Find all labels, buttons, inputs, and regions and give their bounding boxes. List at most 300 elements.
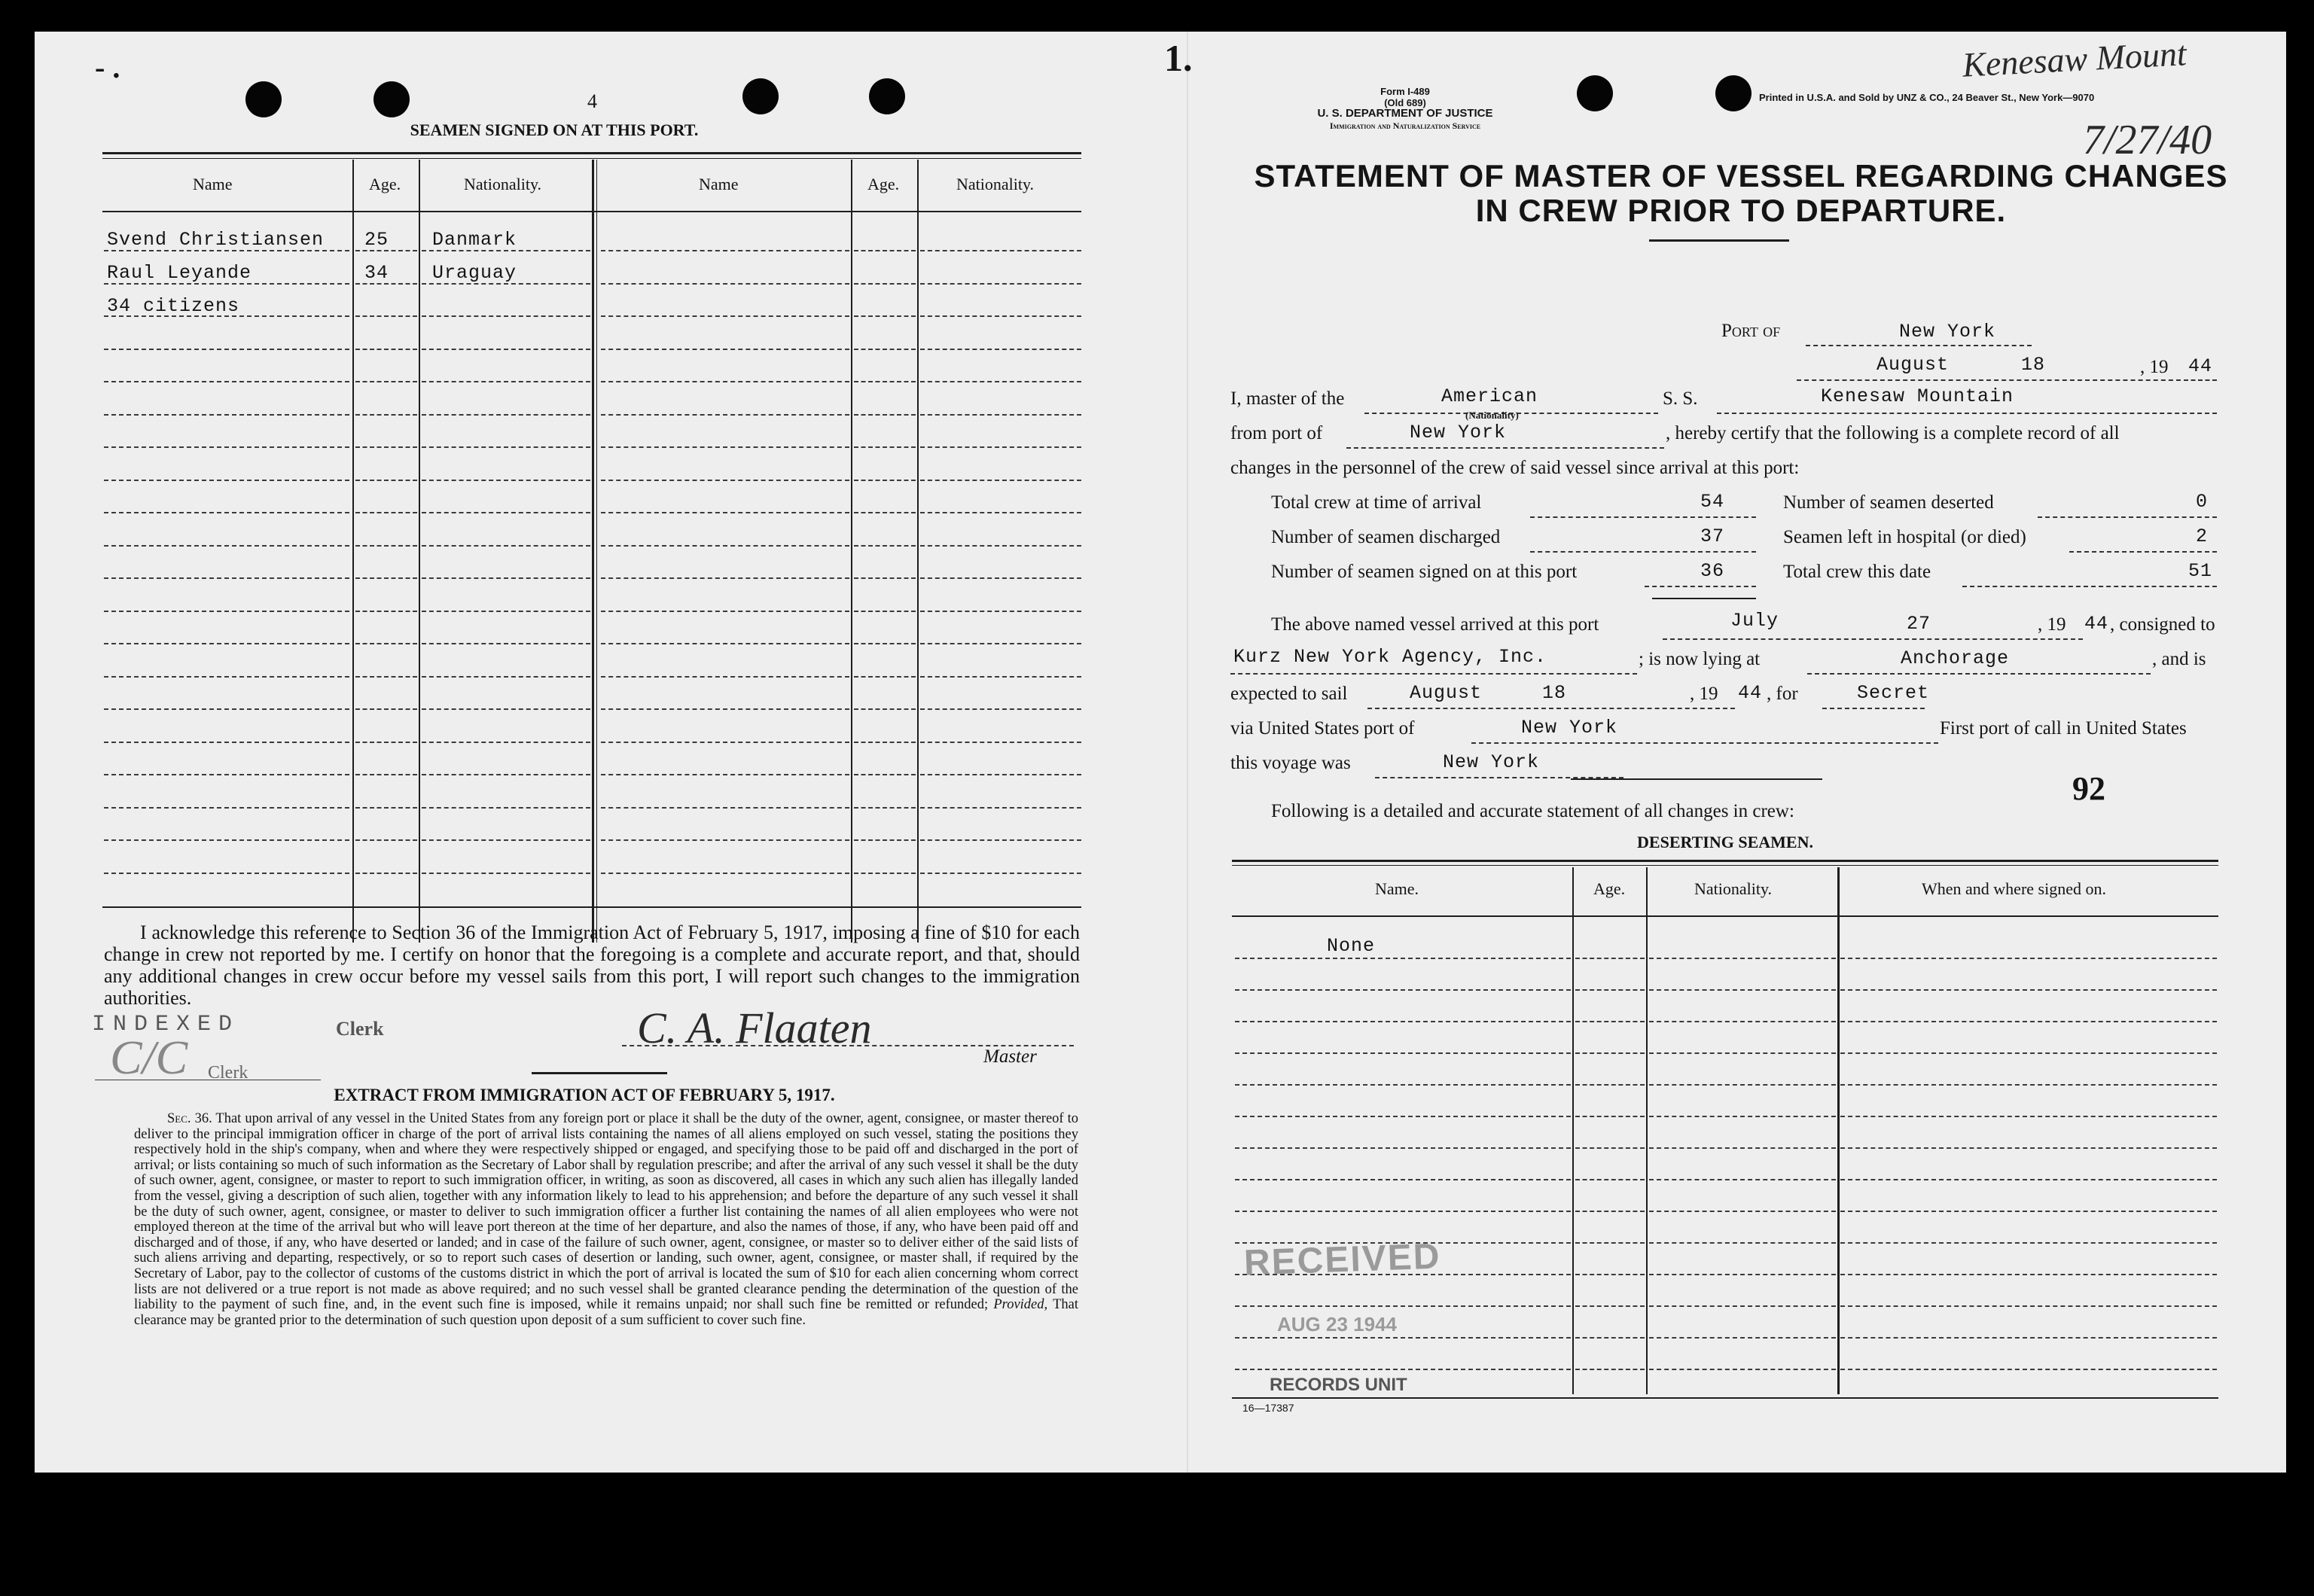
deserting-top-rule	[1232, 860, 2218, 862]
row-guide	[355, 676, 417, 678]
service-name: Immigration and Naturalization Service	[1329, 120, 1481, 131]
row-guide	[422, 643, 590, 644]
row-guide	[854, 414, 916, 416]
row-guide	[422, 742, 590, 743]
row-guide	[601, 577, 849, 579]
row-guide	[104, 349, 349, 350]
row-guide	[1575, 989, 1645, 991]
row-guide	[601, 708, 849, 710]
records-unit-stamp: RECORDS UNIT	[1270, 1375, 1407, 1395]
row-guide	[854, 611, 916, 612]
row-guide	[1575, 1211, 1645, 1212]
row-guide	[920, 512, 1081, 513]
date-year: 44	[2188, 355, 2213, 377]
row-guide	[422, 676, 590, 678]
row-guide	[854, 512, 916, 513]
row-guide	[1235, 1052, 1571, 1054]
deserting-col-signed: When and where signed on.	[1922, 879, 2106, 898]
row-guide	[920, 414, 1081, 416]
stat-hospital: 2	[2196, 525, 2209, 547]
row-guide	[601, 807, 849, 809]
extract-tail: That clearance may be granted prior to the determination of such question upon deposit of a sum sufficient to cover such fine.	[134, 1297, 1078, 1328]
department-name: U. S. DEPARTMENT OF JUSTICE	[1317, 107, 1493, 120]
row-guide	[1649, 958, 1836, 959]
row-guide	[601, 250, 849, 251]
top-center-mark: 1.	[1164, 37, 1193, 79]
row-guide	[1649, 1021, 1836, 1022]
certify-text: , hereby certify that the following is a complete record of all	[1666, 423, 2120, 443]
punch-hole	[1577, 75, 1613, 111]
date-year-prefix: , 19	[2140, 357, 2169, 377]
left-section-title: SEAMEN SIGNED ON AT THIS PORT.	[410, 120, 699, 139]
row-guide	[422, 414, 590, 416]
row-guide	[422, 807, 590, 809]
row-guide	[355, 643, 417, 644]
seaman-age: 34	[364, 262, 389, 284]
row-guide	[1840, 1084, 2217, 1086]
punch-hole	[1715, 75, 1752, 111]
arrival-year: 44	[2084, 613, 2109, 635]
row-guide	[1575, 1052, 1645, 1054]
punch-hole	[869, 78, 905, 114]
clerk-initials: C/C	[110, 1031, 188, 1084]
row-guide	[1840, 1242, 2217, 1244]
arrival-year-prefix: , 19	[2038, 614, 2066, 635]
row-guide	[601, 512, 849, 513]
row-guide	[355, 708, 417, 710]
row-guide	[920, 545, 1081, 547]
row-guide	[920, 315, 1081, 317]
row-guide	[601, 742, 849, 743]
col-header-nationality-2: Nationality.	[956, 175, 1035, 193]
row-guide	[355, 873, 417, 874]
row-guide	[1840, 1369, 2217, 1370]
row-guide	[104, 577, 349, 579]
row-guide	[601, 381, 849, 382]
arrival-day: 27	[1907, 613, 1931, 635]
row-guide	[355, 611, 417, 612]
row-guide	[422, 480, 590, 481]
row-guide	[854, 283, 916, 285]
row-guide	[1840, 1052, 2217, 1054]
row-guide	[854, 446, 916, 448]
clerk-label: Clerk	[336, 1018, 384, 1040]
extract-provided: Provided,	[993, 1297, 1048, 1313]
extract-body: That upon arrival of any vessel in the United States from any foreign port or place it shall be the duty of the owner, agent, consignee, or master thereof to deliver to the principal immigration officer in charge of the port of arrival lists containing the names of all aliens employed on such vessel, stating the positions they respectively hold in the ship's company, when and where they were respectively shipped or engaged, and specifying those to be paid off and discharged in the port of arrival; or lists containing so much of such information as the Secretary of Labor shall by regulation prescribe; and after the arrival of any such vessel it shall be the duty of such owner, agent, consignee, or master to report to such immigration officer, in writing, as soon as discovered, all cases in which any such alien has illegally landed from the vessel, giving a description of such alien, together with any information likely to lead to his apprehension; and before the departure of any such vessel it shall be the duty of such owner, agent, consignee, or master to deliver to such immigration officer a further list containing the names of all alien employees who were not employed thereon at the time of the arrival but who will leave port thereon at the time of her departure, and also the names of those, if any, who have been paid off and discharged and of those, if any, who have deserted or landed; and in case of the failure of such owner, agent, consignee, or master so to deliver either of the said lists of such aliens arriving and departing, respectively, or so to report such cases of desertion or landing, such owner, agent, consignee, or master shall, if required by the Secretary of Labor, pay to the collector of customs of the customs district in which the port of arrival is located the sum of $10 for each alien concerning whom correct lists are not delivered or a true report is not made as above required; and no such vessel shall be granted clearance pending the determination of the question of the liability to the payment of such fine, and, in the event such fine is imposed, while it remains unpaid; nor shall such fine be remitted or refunded;	[134, 1111, 1079, 1313]
stat-field	[2038, 494, 2217, 518]
form-old-number: (Old 689)	[1384, 97, 1426, 108]
row-guide	[355, 742, 417, 743]
stat-total-date-label: Total crew this date	[1783, 562, 1931, 582]
row-guide	[355, 839, 417, 841]
row-guide	[854, 480, 916, 481]
deserting-col-divider	[1646, 867, 1648, 1394]
row-guide	[355, 577, 417, 579]
row-guide	[601, 676, 849, 678]
row-guide	[920, 807, 1081, 809]
header-rule	[102, 211, 1081, 212]
row-guide	[104, 480, 349, 481]
row-guide	[104, 250, 349, 251]
stat-discharged: 37	[1700, 525, 1725, 547]
row-guide	[104, 873, 349, 874]
date-year-field	[2184, 357, 2217, 381]
row-guide	[854, 807, 916, 809]
row-guide	[1575, 1305, 1645, 1307]
received-stamp: RECEIVED	[1243, 1236, 1442, 1284]
seaman-name: Svend Christiansen	[107, 229, 325, 251]
row-guide	[601, 315, 849, 317]
stat-discharged-label: Number of seamen discharged	[1271, 527, 1501, 547]
row-guide	[355, 512, 417, 513]
row-guide	[920, 577, 1081, 579]
row-guide	[1649, 1116, 1836, 1117]
row-guide	[1235, 1369, 1571, 1370]
port-label: Port of	[1721, 321, 1781, 341]
stat-signed-on: 36	[1700, 560, 1725, 582]
master-label: Master	[983, 1046, 1037, 1067]
table-top-rule	[102, 158, 1081, 159]
row-guide	[1235, 1021, 1571, 1022]
stat-hospital-label: Seamen left in hospital (or died)	[1783, 527, 2026, 547]
row-guide	[1575, 1147, 1645, 1149]
seaman-name: Raul Leyande	[107, 262, 252, 284]
form-title-line-1: STATEMENT OF MASTER OF VESSEL REGARDING CHANGES	[1254, 158, 2228, 193]
footer-code: 16—17387	[1242, 1402, 1294, 1414]
row-guide	[104, 643, 349, 644]
row-guide	[355, 807, 417, 809]
row-guide	[1840, 1021, 2217, 1022]
ss-label: S. S.	[1663, 388, 1698, 409]
row-guide	[355, 414, 417, 416]
row-guide	[104, 611, 349, 612]
deserting-col-divider	[1572, 867, 1574, 1394]
row-guide	[601, 283, 849, 285]
row-guide	[920, 381, 1081, 382]
row-guide	[355, 250, 417, 251]
form-title-line-2: IN CREW PRIOR TO DEPARTURE.	[1475, 193, 2007, 228]
row-guide	[104, 512, 349, 513]
row-guide	[854, 839, 916, 841]
row-guide	[1575, 1084, 1645, 1086]
stats-rule	[1652, 598, 1756, 599]
seaman-nationality: Danmark	[432, 229, 517, 251]
sail-year-prefix: , 19	[1690, 684, 1718, 704]
consigned-text: , consigned to	[2110, 614, 2215, 635]
row-guide	[601, 480, 849, 481]
row-guide	[355, 446, 417, 448]
row-guide	[1235, 1116, 1571, 1117]
row-guide	[601, 349, 849, 350]
master-signature: C. A. Flaaten	[637, 1004, 872, 1052]
indexed-stamp: INDEXED	[92, 1012, 240, 1037]
arrival-month: July	[1730, 610, 1779, 632]
row-guide	[920, 742, 1081, 743]
row-guide	[1649, 1147, 1836, 1149]
stat-field	[1962, 563, 2217, 587]
changes-text: changes in the personnel of the crew of said vessel since arrival at this port:	[1230, 458, 1800, 478]
row-guide	[1235, 1179, 1571, 1180]
master-of-label: I, master of the	[1230, 388, 1345, 409]
row-guide	[920, 611, 1081, 612]
row-guide	[1575, 1369, 1645, 1370]
sail-date: August 18	[1410, 682, 1567, 704]
row-guide	[104, 708, 349, 710]
table-top-rule	[102, 152, 1081, 154]
row-guide	[601, 839, 849, 841]
row-guide	[1575, 958, 1645, 959]
row-guide	[355, 480, 417, 481]
deserting-header-rule	[1232, 915, 2218, 917]
row-guide	[1575, 1242, 1645, 1244]
row-guide	[854, 873, 916, 874]
stat-total-date: 51	[2188, 560, 2213, 582]
seaman-name: 34 citizens	[107, 295, 240, 317]
row-guide	[422, 577, 590, 579]
voyage-port: New York	[1443, 751, 1540, 773]
acknowledgment-text: I acknowledge this reference to Section 36 of the Immigration Act of February 5, 1917, imposing a fine of $10 for each change in crew not reported by me. I certify on honor that the foregoing is a complete and accurate report, and that, should any additional changes in crew occur before my vessel sails from this port, I will report such changes to the immigration authorities.	[104, 921, 1080, 1009]
handwritten-date: 7/27/40	[2083, 117, 2212, 163]
row-guide	[355, 349, 417, 350]
page-no-92: 92	[2072, 770, 2105, 807]
row-guide	[1649, 1337, 1836, 1339]
form-number: Form I-489	[1380, 86, 1430, 97]
row-guide	[355, 315, 417, 317]
row-guide	[1649, 1179, 1836, 1180]
row-guide	[1649, 1084, 1836, 1086]
row-guide	[1649, 1242, 1836, 1244]
stat-deserted: 0	[2196, 491, 2209, 513]
row-guide	[1575, 1337, 1645, 1339]
extract-section: Sec. 36.	[167, 1111, 212, 1126]
row-guide	[854, 742, 916, 743]
document-sheet	[35, 32, 2286, 1473]
for-text: , for	[1767, 684, 1798, 704]
clerk-label-faint: Clerk	[208, 1063, 248, 1083]
deserting-col-age: Age.	[1593, 879, 1626, 898]
row-guide	[854, 643, 916, 644]
row-guide	[920, 873, 1081, 874]
row-guide	[854, 545, 916, 547]
row-guide	[104, 774, 349, 775]
row-guide	[422, 283, 590, 285]
from-port-label: from port of	[1230, 423, 1323, 443]
col-header-age: Age.	[369, 175, 401, 193]
top-left-mark: - .	[95, 50, 120, 84]
stat-deserted-label: Number of seamen deserted	[1783, 492, 1994, 513]
row-guide	[920, 676, 1081, 678]
row-guide	[355, 545, 417, 547]
seaman-age: 25	[364, 229, 389, 251]
row-guide	[1575, 1021, 1645, 1022]
handwritten-vessel-note: Kenesaw Mount	[1961, 34, 2187, 84]
row-guide	[422, 446, 590, 448]
row-guide	[854, 774, 916, 775]
row-guide	[422, 774, 590, 775]
row-guide	[1649, 1052, 1836, 1054]
deserting-col-nationality: Nationality.	[1694, 879, 1773, 898]
table-bottom-rule	[102, 906, 1081, 908]
row-guide	[422, 708, 590, 710]
row-guide	[1840, 1179, 2217, 1180]
row-guide	[854, 315, 916, 317]
row-guide	[1235, 958, 1571, 959]
row-guide	[920, 349, 1081, 350]
deserting-bottom-rule	[1232, 1397, 2218, 1399]
lying-text: ; is now lying at	[1639, 649, 1761, 669]
row-guide	[920, 708, 1081, 710]
row-guide	[920, 774, 1081, 775]
row-guide	[104, 839, 349, 841]
deserting-col-name: Name.	[1375, 879, 1419, 898]
row-guide	[854, 708, 916, 710]
col-divider	[592, 160, 594, 943]
stat-field	[2069, 528, 2217, 553]
row-guide	[1575, 1274, 1645, 1275]
row-guide	[601, 611, 849, 612]
lying-at: Anchorage	[1901, 647, 2010, 669]
row-guide	[1840, 1305, 2217, 1307]
row-guide	[104, 315, 349, 317]
row-guide	[1575, 1116, 1645, 1117]
row-guide	[1649, 989, 1836, 991]
deserting-col-divider	[1837, 867, 1840, 1394]
punch-hole	[245, 81, 282, 117]
extract-text	[134, 1111, 1078, 1328]
row-guide	[1235, 1337, 1571, 1339]
row-guide	[920, 480, 1081, 481]
arrival-field	[1663, 616, 2083, 640]
row-guide	[104, 446, 349, 448]
row-guide	[104, 742, 349, 743]
nationality-value: American	[1441, 385, 1538, 407]
row-guide	[1649, 1211, 1836, 1212]
nationality-note: (Nationality)	[1465, 410, 1519, 421]
row-guide	[920, 839, 1081, 841]
row-guide	[422, 611, 590, 612]
stat-total-arrival-label: Total crew at time of arrival	[1271, 492, 1482, 513]
row-guide	[422, 545, 590, 547]
row-guide	[104, 807, 349, 809]
row-guide	[1840, 1147, 2217, 1149]
row-guide	[920, 250, 1081, 251]
col-divider	[419, 160, 420, 943]
row-guide	[920, 446, 1081, 448]
row-guide	[1649, 1305, 1836, 1307]
row-guide	[854, 577, 916, 579]
port-value: New York	[1899, 321, 1996, 343]
row-guide	[1649, 1274, 1836, 1275]
row-guide	[355, 283, 417, 285]
punch-hole	[742, 78, 779, 114]
row-guide	[104, 381, 349, 382]
row-guide	[422, 873, 590, 874]
row-guide	[422, 839, 590, 841]
row-guide	[422, 349, 590, 350]
received-date-stamp: AUG 23 1944	[1277, 1313, 1397, 1336]
row-guide	[1840, 1337, 2217, 1339]
fold-line	[1187, 32, 1188, 1473]
voyage-text: this voyage was	[1230, 753, 1351, 773]
col-divider	[352, 160, 354, 943]
row-guide	[601, 414, 849, 416]
row-guide	[422, 250, 590, 251]
consignee: Kurz New York Agency, Inc.	[1233, 646, 1547, 668]
printer-note: Printed in U.S.A. and Sold by UNZ & CO., 24 Beaver St., New York—9070	[1759, 92, 2095, 103]
row-guide	[601, 446, 849, 448]
row-guide	[601, 545, 849, 547]
row-guide	[1235, 1084, 1571, 1086]
row-guide	[854, 676, 916, 678]
row-guide	[422, 381, 590, 382]
deserting-none: None	[1327, 935, 1376, 957]
row-guide	[104, 676, 349, 678]
and-is-text: , and is	[2152, 649, 2206, 669]
col-header-nationality: Nationality.	[464, 175, 542, 193]
row-guide	[601, 774, 849, 775]
page-number: 4	[587, 90, 597, 112]
title-rule	[1649, 239, 1789, 242]
deserting-top-rule	[1232, 865, 2218, 866]
col-header-name: Name	[193, 175, 233, 193]
row-guide	[355, 774, 417, 775]
arrived-text: The above named vessel arrived at this port	[1271, 614, 1599, 635]
row-guide	[422, 512, 590, 513]
row-guide	[920, 643, 1081, 644]
deserting-title: DESERTING SEAMEN.	[1637, 833, 1813, 851]
following-text: Following is a detailed and accurate statement of all changes in crew:	[1271, 801, 1794, 821]
row-guide	[104, 545, 349, 547]
vessel-name: Kenesaw Mountain	[1821, 385, 2014, 407]
row-guide	[1840, 989, 2217, 991]
row-guide	[854, 349, 916, 350]
row-guide	[1840, 1116, 2217, 1117]
row-guide	[1235, 1147, 1571, 1149]
row-guide	[1840, 1274, 2217, 1275]
row-guide	[601, 873, 849, 874]
col-divider	[851, 160, 852, 943]
col-divider	[917, 160, 919, 943]
first-port-text: First port of call in United States	[1940, 718, 2187, 739]
via-port: New York	[1521, 717, 1618, 739]
voyage-rule	[1571, 778, 1822, 780]
col-header-name-2: Name	[699, 175, 739, 193]
col-divider	[596, 160, 597, 943]
stat-total-arrival: 54	[1700, 491, 1725, 513]
row-guide	[1235, 1211, 1571, 1212]
row-guide	[601, 643, 849, 644]
punch-hole	[373, 81, 410, 117]
row-guide	[1235, 989, 1571, 991]
row-guide	[1575, 1179, 1645, 1180]
sail-year: 44	[1738, 682, 1763, 704]
row-guide	[854, 381, 916, 382]
destination: Secret	[1857, 682, 1930, 704]
from-port-value: New York	[1410, 422, 1507, 443]
row-guide	[104, 414, 349, 416]
row-guide	[920, 283, 1081, 285]
row-guide	[422, 315, 590, 317]
via-text: via United States port of	[1230, 718, 1415, 739]
expected-text: expected to sail	[1230, 684, 1348, 704]
row-guide	[854, 250, 916, 251]
row-guide	[1235, 1305, 1571, 1307]
col-header-age-2: Age.	[867, 175, 900, 193]
row-guide	[104, 283, 349, 285]
date-month-day: August 18	[1877, 354, 2046, 376]
extract-title: EXTRACT FROM IMMIGRATION ACT OF FEBRUARY 5, 1917.	[334, 1086, 835, 1104]
row-guide	[1840, 958, 2217, 959]
